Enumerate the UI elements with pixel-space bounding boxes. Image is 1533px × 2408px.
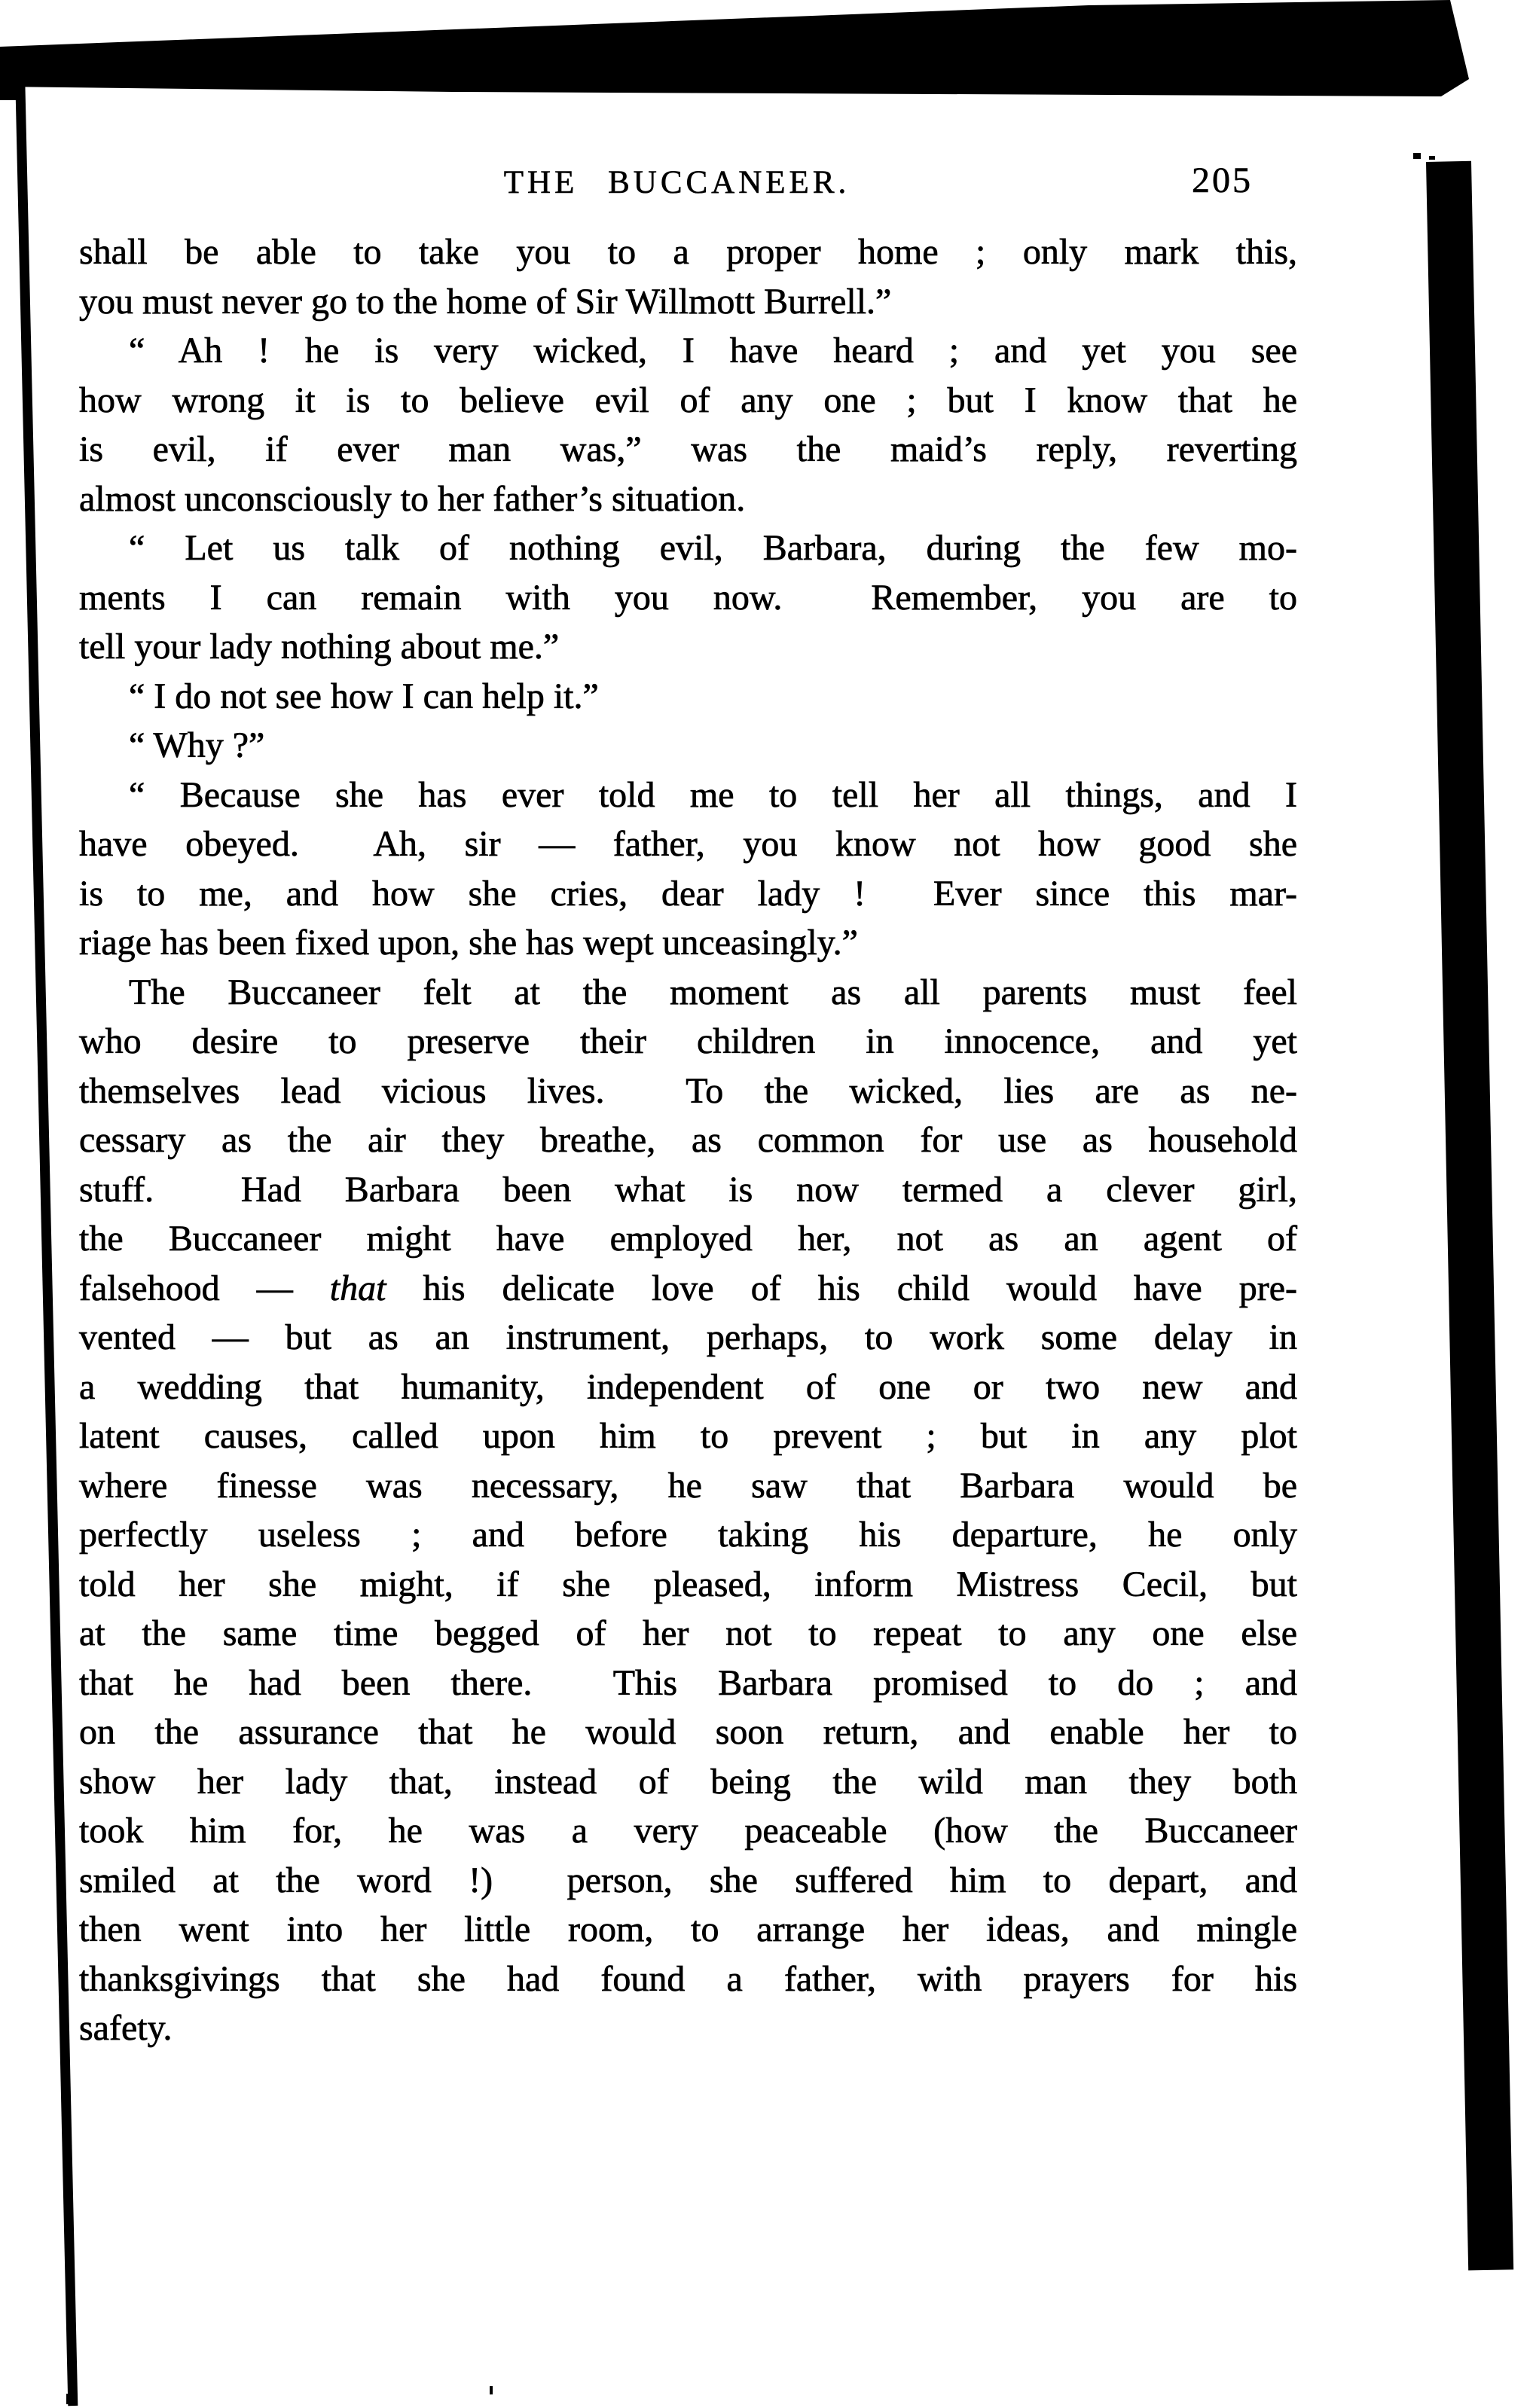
text-line: almost unconsciously to her father’s situation. bbox=[79, 478, 746, 519]
text-line: a wedding that humanity, independent of one or two new and bbox=[79, 1366, 1297, 1407]
text-line: riage has been fixed upon, she has wept unceasingly.” bbox=[79, 923, 858, 963]
text-line: smiled at the word !) person, she suffered him to depart, and bbox=[79, 1860, 1297, 1900]
running-header-title: THE BUCCANEER. bbox=[503, 165, 850, 200]
body-text bbox=[79, 227, 1297, 2053]
scan-speck bbox=[1429, 156, 1435, 160]
text-line: falsehood — that his delicate love of his child would have pre- bbox=[79, 1268, 1298, 1308]
scan-right-gutter-band bbox=[1426, 161, 1513, 2271]
text-line: took him for, he was a very peaceable (how the Buccaneer bbox=[79, 1811, 1297, 1851]
text-line: is evil, if ever man was,” was the maid’s reply, reverting bbox=[79, 429, 1297, 469]
text-line: thanksgivings that she had found a father, with prayers for his bbox=[79, 1958, 1297, 1999]
text-line: show her lady that, instead of being the wild man they both bbox=[79, 1761, 1297, 1802]
text-line: latent causes, called upon him to prevent ; but in any plot bbox=[79, 1416, 1297, 1456]
text-line: themselves lead vicious lives. To the wicked, lies are as ne- bbox=[79, 1070, 1297, 1111]
text-line: on the assurance that he would soon return, and enable her to bbox=[79, 1712, 1297, 1752]
text-line: cessary as the air they breathe, as common for use as household bbox=[79, 1120, 1297, 1160]
text-line: vented — but as an instrument, perhaps, to work some delay in bbox=[79, 1317, 1297, 1357]
text-line: that he had been there. This Barbara promised to do ; and bbox=[79, 1662, 1297, 1703]
text-line: shall be able to take you to a proper home ; only mark this, bbox=[79, 232, 1297, 272]
scan-speck bbox=[66, 2394, 71, 2404]
page-number: 205 bbox=[1192, 160, 1253, 200]
text-line: stuff. Had Barbara been what is now termed a clever girl, bbox=[79, 1169, 1297, 1210]
text-line: The Buccaneer felt at the moment as all parents must feel bbox=[129, 972, 1297, 1012]
text-line: safety. bbox=[79, 2008, 173, 2048]
text-line: at the same time begged of her not to repeat to any one else bbox=[79, 1613, 1297, 1653]
text-line: how wrong it is to believe evil of any one ; but I know that he bbox=[79, 380, 1297, 420]
text-line: perfectly useless ; and before taking his departure, he only bbox=[79, 1515, 1297, 1555]
scan-top-band-artifact bbox=[0, 0, 1533, 102]
text-line: where finesse was necessary, he saw that Barbara would be bbox=[79, 1465, 1297, 1506]
text-line: tell your lady nothing about me.” bbox=[79, 627, 560, 667]
text-line: is to me, and how she cries, dear lady ! Ever since this mar- bbox=[79, 873, 1297, 914]
text-line: “ Because she has ever told me to tell her all things, and I bbox=[129, 774, 1297, 815]
text-line: “ I do not see how I can help it.” bbox=[129, 676, 599, 716]
text-line: ments I can remain with you now. Remember, you are to bbox=[79, 577, 1297, 618]
scan-left-edge-rule bbox=[15, 72, 78, 2406]
text-line: “ Ah ! he is very wicked, I have heard ; and yet you see bbox=[129, 331, 1297, 371]
text-line: have obeyed. Ah, sir — father, you know not how good she bbox=[79, 824, 1297, 864]
text-line: “ Why ?” bbox=[129, 725, 265, 765]
text-line: you must never go to the home of Sir Willmott Burrell.” bbox=[79, 281, 892, 322]
scan-speck bbox=[490, 2386, 493, 2394]
text-line: the Buccaneer might have employed her, not as an agent of bbox=[79, 1219, 1297, 1259]
text-line: then went into her little room, to arrange her ideas, and mingle bbox=[79, 1909, 1297, 1949]
scan-left-edge-mark bbox=[0, 78, 17, 100]
text-line: told her she might, if she pleased, inform Mistress Cecil, but bbox=[79, 1564, 1297, 1604]
text-line: who desire to preserve their children in innocence, and yet bbox=[79, 1021, 1297, 1061]
text-line: “ Let us talk of nothing evil, Barbara, during the few mo- bbox=[129, 528, 1297, 568]
scan-speck bbox=[1413, 153, 1421, 159]
